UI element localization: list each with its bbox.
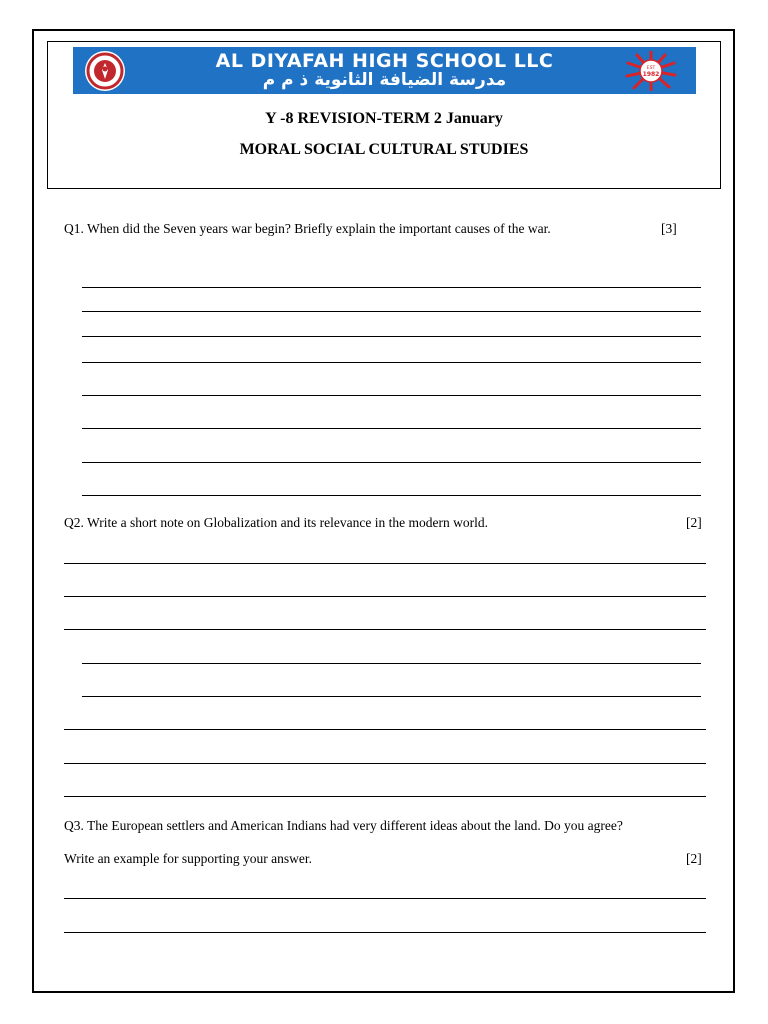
question-3-text: Q3. The European settlers and American Indians had very different ideas about the land. Do you agree? [64,818,623,833]
exam-subject: MORAL SOCIAL CULTURAL STUDIES [239,141,529,158]
answer-line[interactable] [82,696,701,697]
question-3-text-continued: Write an example for supporting your answer. [64,851,313,866]
answer-line[interactable] [64,596,706,597]
answer-line[interactable] [64,629,706,630]
answer-line[interactable] [82,311,701,312]
answer-line[interactable] [64,796,706,797]
answer-line[interactable] [64,563,706,564]
question-1-marks: [3] [661,221,677,236]
answer-line[interactable] [82,362,701,363]
answer-line[interactable] [82,336,701,337]
answer-line[interactable] [82,428,701,429]
school-name: AL DIYAFAH HIGH SCHOOL LLC [215,50,554,72]
answer-line[interactable] [64,763,706,764]
answer-line[interactable] [82,495,701,496]
answer-line[interactable] [82,663,701,664]
established-seal-icon [625,51,677,91]
answer-line[interactable] [82,287,701,288]
answer-line[interactable] [82,462,701,463]
question-3-marks: [2] [686,851,702,866]
question-2-marks: [2] [686,515,702,530]
answer-line[interactable] [64,898,706,899]
question-1-text: Q1. When did the Seven years war begin? Briefly explain the important causes of the war. [64,221,551,236]
answer-line[interactable] [82,395,701,396]
exam-title: Y -8 REVISION-TERM 2 January [265,110,503,127]
answer-line[interactable] [64,932,706,933]
question-2-text: Q2. Write a short note on Globalization and its relevance in the modern world. [64,515,488,530]
answer-line[interactable] [64,729,706,730]
est-year: 1982 [642,71,660,78]
school-banner [73,47,696,94]
est-label: EST [646,66,656,71]
school-name-arabic: مدرسة الضيافة الثانوية ذ م م [262,70,507,90]
